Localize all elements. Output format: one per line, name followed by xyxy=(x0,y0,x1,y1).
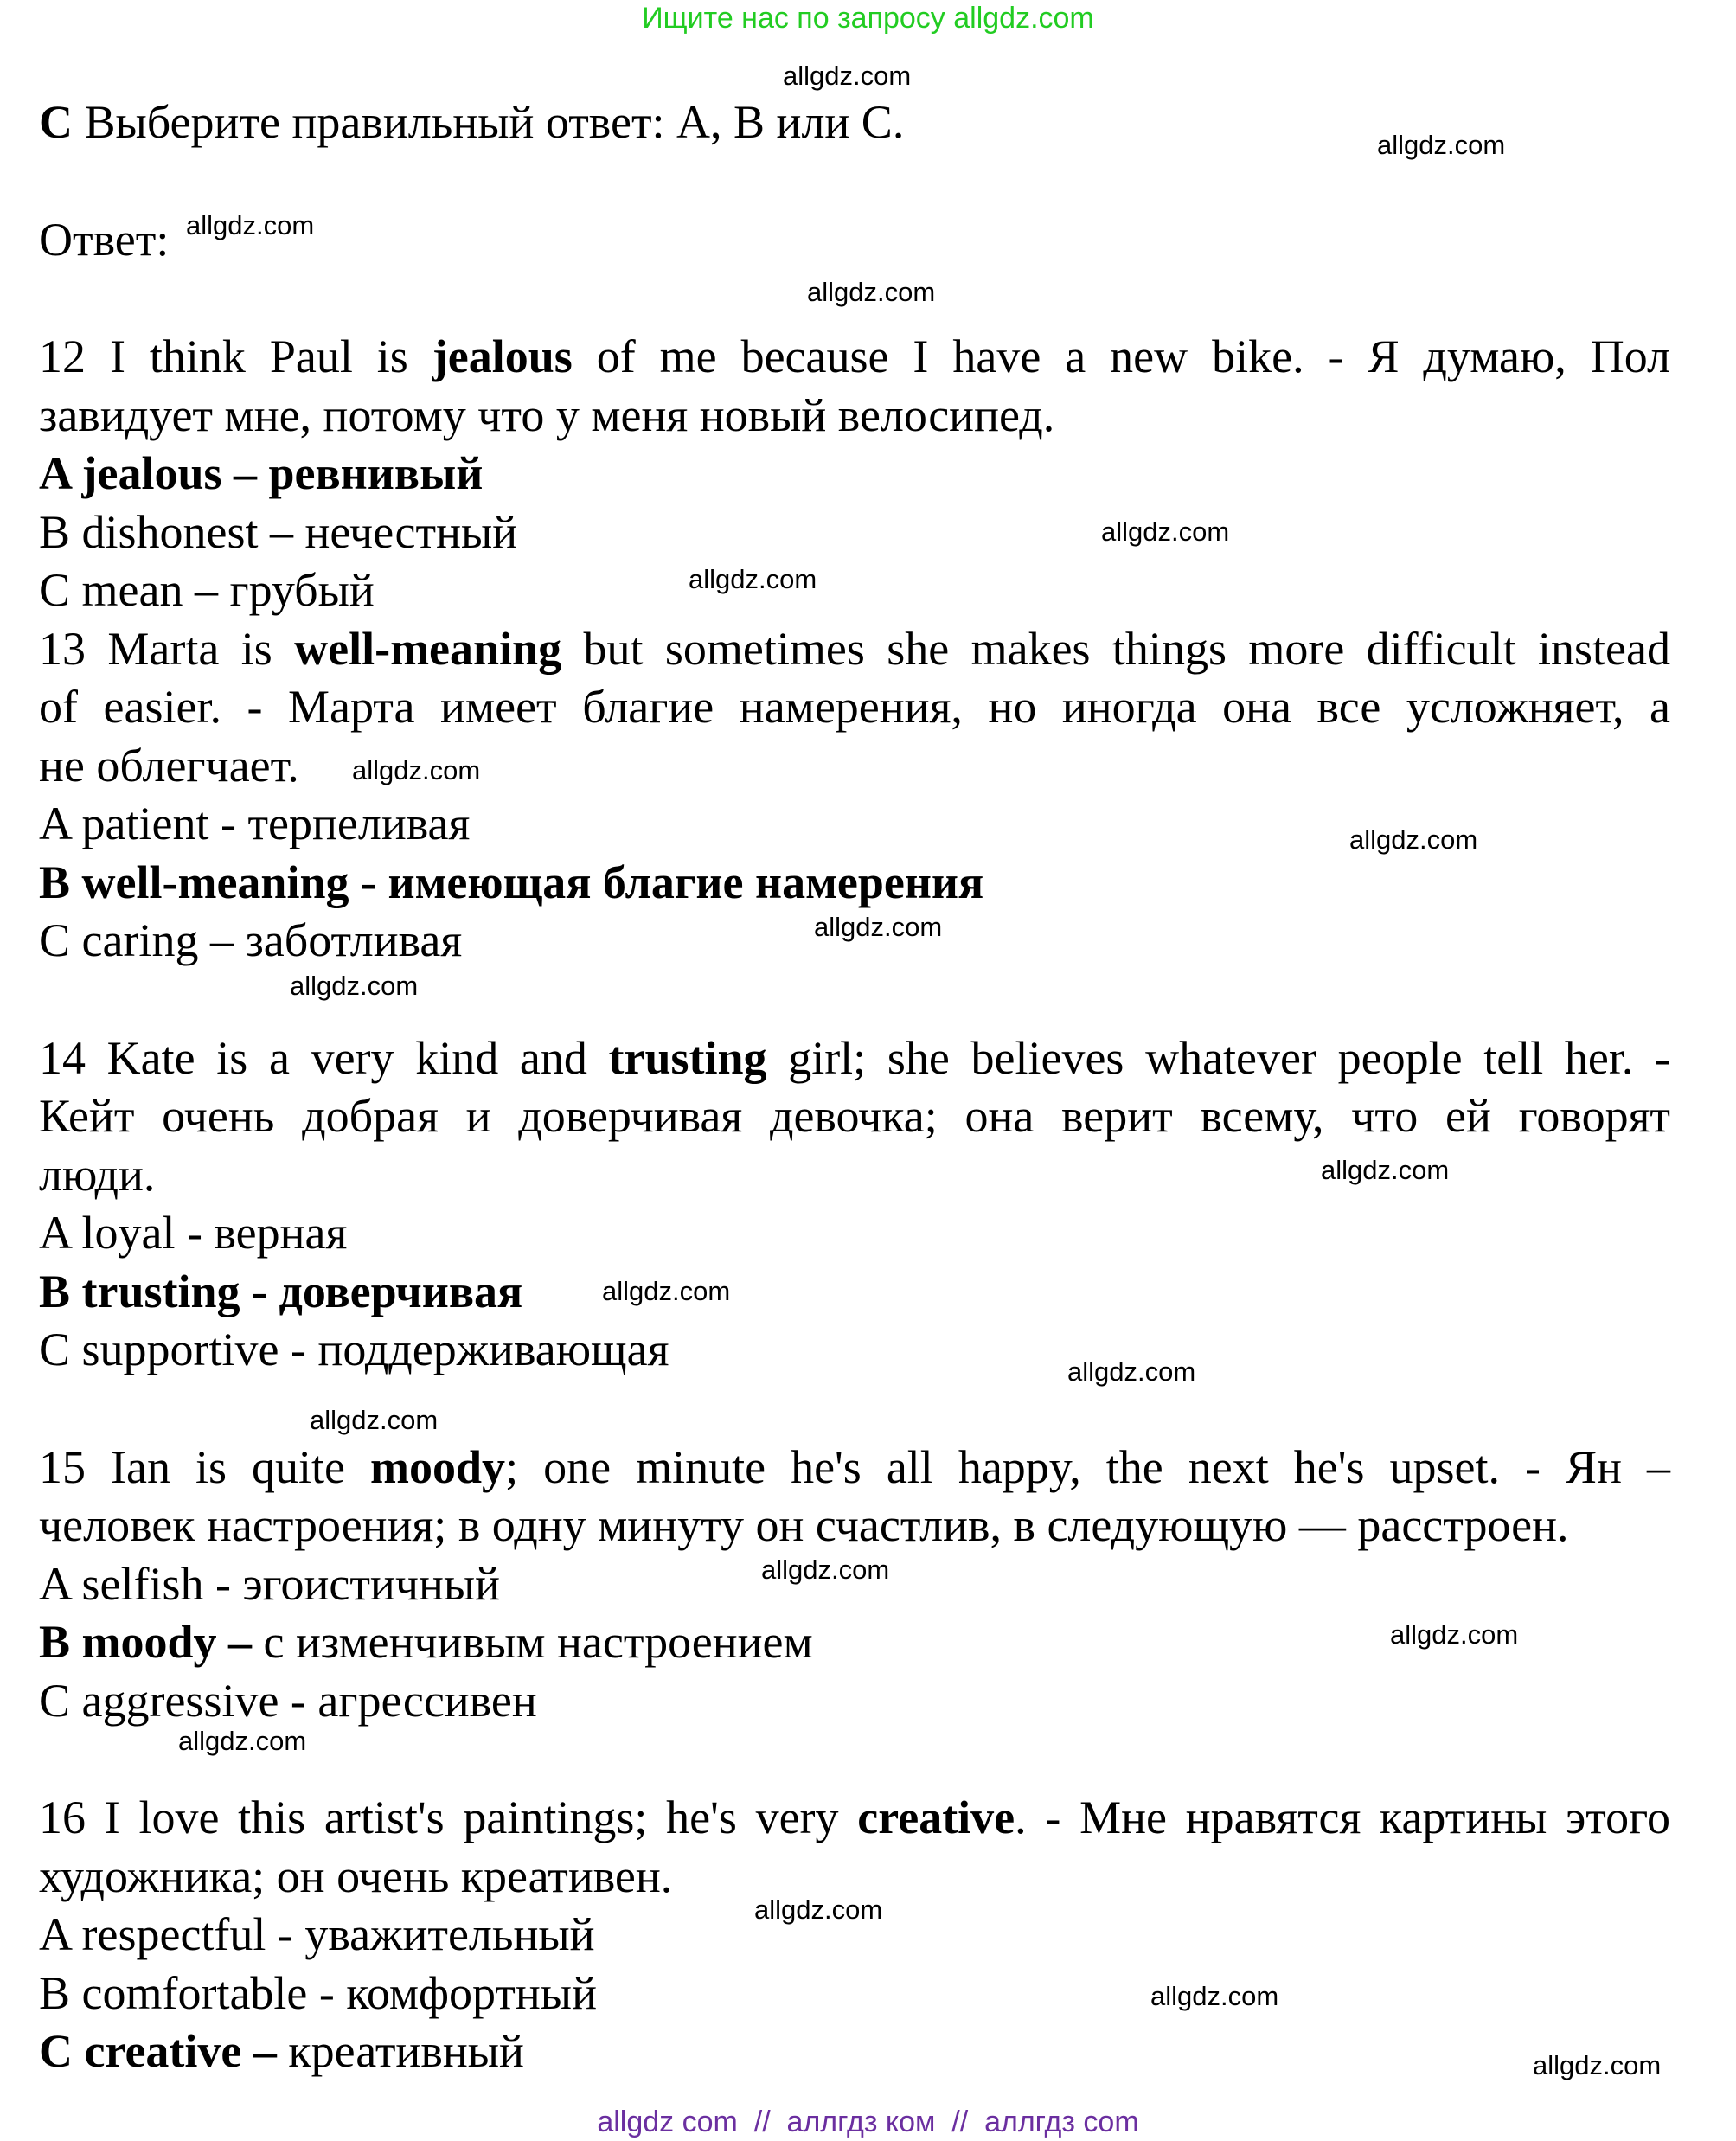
watermark: allgdz.com xyxy=(754,1894,883,1925)
answer-label: Ответ: xyxy=(39,213,170,266)
question-13-translation-end: не облегчает. xyxy=(39,739,299,792)
question-14-translation: Кейт очень добрая и доверчивая девочка; она верит всему, что ей говорят xyxy=(39,1090,1670,1142)
option-12-b: B dishonest – нечестный xyxy=(39,505,518,558)
task-text: Выберите правильный ответ: A, B или C. xyxy=(73,96,905,148)
watermark: allgdz.com xyxy=(1067,1356,1196,1387)
footer-links: allgdz com // аллгдз ком // аллгдз com xyxy=(597,2106,1139,2138)
watermark: allgdz.com xyxy=(783,61,912,91)
watermark: allgdz.com xyxy=(310,1405,439,1435)
question-15-line: 15 Ian is quite moody; one minute he's all happy, the next he's upset. - Ян – xyxy=(39,1440,1670,1493)
option-15-b: B moody – с изменчивым настроением xyxy=(39,1616,813,1668)
watermark: allgdz.com xyxy=(290,971,419,1001)
question-12-line: 12 I think Paul is jealous of me because I have a new bike. - Я думаю, Пол xyxy=(39,330,1670,382)
option-16-b: B comfortable - комфортный xyxy=(39,1966,597,2019)
option-13-b: B well-meaning - имеющая благие намерения xyxy=(39,856,984,908)
question-16-line: 16 I love this artist's paintings; he's very creative. - Мне нравятся картины этого xyxy=(39,1792,1670,1843)
question-12-translation: завидует мне, потому что у меня новый велосипед. xyxy=(39,388,1055,441)
watermark: allgdz.com xyxy=(1349,824,1478,855)
option-16-c: C creative – креативный xyxy=(39,2025,524,2077)
watermark: allgdz.com xyxy=(1377,130,1506,160)
watermark: allgdz.com xyxy=(178,1726,307,1756)
option-12-c: C mean – грубый xyxy=(39,564,375,616)
watermark: allgdz.com xyxy=(761,1554,890,1585)
watermark: allgdz.com xyxy=(1101,516,1230,547)
watermark: allgdz.com xyxy=(689,564,817,594)
question-14-line: 14 Kate is a very kind and trusting girl; she believes whatever people tell her. - xyxy=(39,1031,1671,1084)
option-13-c: C caring – заботливая xyxy=(39,914,463,966)
document-body xyxy=(39,93,1670,2081)
option-14-b: B trusting - доверчивая xyxy=(39,1265,523,1317)
watermark: allgdz.com xyxy=(807,277,936,307)
watermark: allgdz.com xyxy=(1390,1619,1519,1650)
option-16-a: A respectful - уважительный xyxy=(39,1908,595,1960)
watermark: allgdz.com xyxy=(814,912,943,942)
question-14-translation-end: люди. xyxy=(39,1148,156,1201)
watermark: allgdz.com xyxy=(1150,1981,1279,2011)
question-13-translation: of easier. - Марта имеет благие намерения, но иногда она все усложняет, а xyxy=(39,681,1670,733)
question-13-line: 13 Marta is well-meaning but sometimes she makes things more difficult instead xyxy=(39,622,1670,675)
question-16-translation: художника; он очень креативен. xyxy=(39,1849,673,1902)
watermark: allgdz.com xyxy=(352,755,481,785)
watermark: allgdz.com xyxy=(1533,2050,1662,2080)
watermark: allgdz.com xyxy=(186,210,315,240)
watermark: allgdz.com xyxy=(1321,1155,1450,1185)
task-instruction xyxy=(39,93,1670,152)
option-13-a: A patient - терпеливая xyxy=(39,798,471,849)
search-banner: Ищите нас по запросу allgdz.com xyxy=(642,2,1094,35)
question-15-translation: человек настроения; в одну минуту он счастлив, в следующую — расстроен. xyxy=(39,1499,1569,1551)
task-letter: C xyxy=(39,96,73,148)
option-14-a: A loyal - верная xyxy=(39,1207,348,1259)
option-15-c: C aggressive - агрессивен xyxy=(39,1674,537,1727)
option-14-c: C supportive - поддерживающая xyxy=(39,1324,669,1375)
watermark: allgdz.com xyxy=(602,1276,731,1306)
option-15-a: A selfish - эгоистичный xyxy=(39,1557,501,1610)
option-12-a: A jealous – ревнивый xyxy=(39,447,484,499)
